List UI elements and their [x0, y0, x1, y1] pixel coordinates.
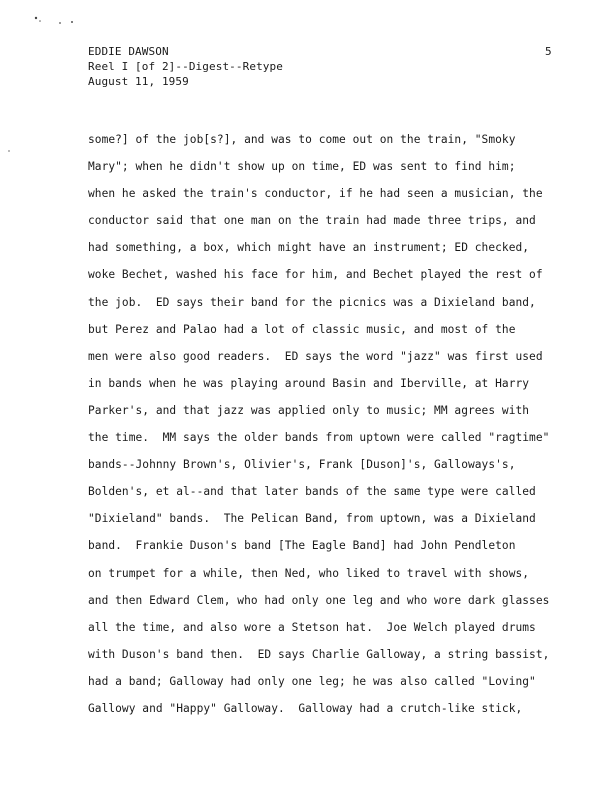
speck [59, 22, 61, 24]
transcript-body [88, 126, 588, 722]
transcript-line: Bolden's, et al--and that later bands of the same type were called [88, 485, 536, 499]
scan-specks [30, 14, 90, 30]
transcript-line: some?] of the job[s?], and was to come out on the train, "Smoky [88, 133, 516, 146]
transcript-line: the job. ED says their band for the picnics was a Dixieland band, [88, 295, 536, 309]
transcript-line: and then Edward Clem, who had only one leg and who wore dark glasses [88, 593, 550, 607]
transcript-line: woke Bechet, washed his face for him, and Bechet played the rest of [88, 268, 543, 282]
transcript-line: had a band; Galloway had only one leg; he was also called "Loving" [88, 674, 536, 688]
transcript-line: all the time, and also wore a Stetson hat. Joe Welch played drums [88, 620, 536, 634]
transcript-line: the time. MM says the older bands from uptown were called "ragtime" [88, 431, 550, 445]
speck [71, 21, 73, 23]
transcript-line: men were also good readers. ED says the word "jazz" was first used [88, 349, 543, 363]
speck [35, 17, 37, 19]
transcript-line: Mary"; when he didn't show up on time, ED was sent to find him; [88, 160, 516, 174]
transcript-line: bands--Johnny Brown's, Olivier's, Frank [Duson]'s, Galloways's, [88, 458, 516, 472]
transcript-line: had something, a box, which might have an instrument; ED checked, [88, 241, 530, 255]
interviewee-name: EDDIE DAWSON [88, 45, 169, 58]
transcript-line: with Duson's band then. ED says Charlie Galloway, a string bassist, [88, 647, 550, 661]
transcript-line: in bands when he was playing around Basin and Iberville, at Harry [88, 376, 530, 390]
reel-info: Reel I [of 2]--Digest--Retype [88, 60, 283, 73]
transcript-line: conductor said that one man on the train had made three trips, and [88, 214, 536, 228]
transcript-line: "Dixieland" bands. The Pelican Band, from uptown, was a Dixieland [88, 512, 536, 526]
transcript-line: but Perez and Palao had a lot of classic music, and most of the [88, 322, 516, 336]
interview-date: August 11, 1959 [88, 75, 189, 88]
document-header [88, 44, 283, 89]
transcript-line: Gallowy and "Happy" Galloway. Galloway had a crutch-like stick, [88, 701, 523, 715]
transcript-line: when he asked the train's conductor, if he had seen a musician, the [88, 187, 543, 201]
transcript-line: Parker's, and that jazz was applied only to music; MM agrees with [88, 403, 530, 417]
transcript-line: band. Frankie Duson's band [The Eagle Band] had John Pendleton [88, 539, 516, 553]
transcript-line: on trumpet for a while, then Ned, who liked to travel with shows, [88, 566, 530, 580]
page-number: 5 [545, 45, 552, 58]
scan-speck [8, 150, 10, 152]
speck [39, 20, 41, 22]
